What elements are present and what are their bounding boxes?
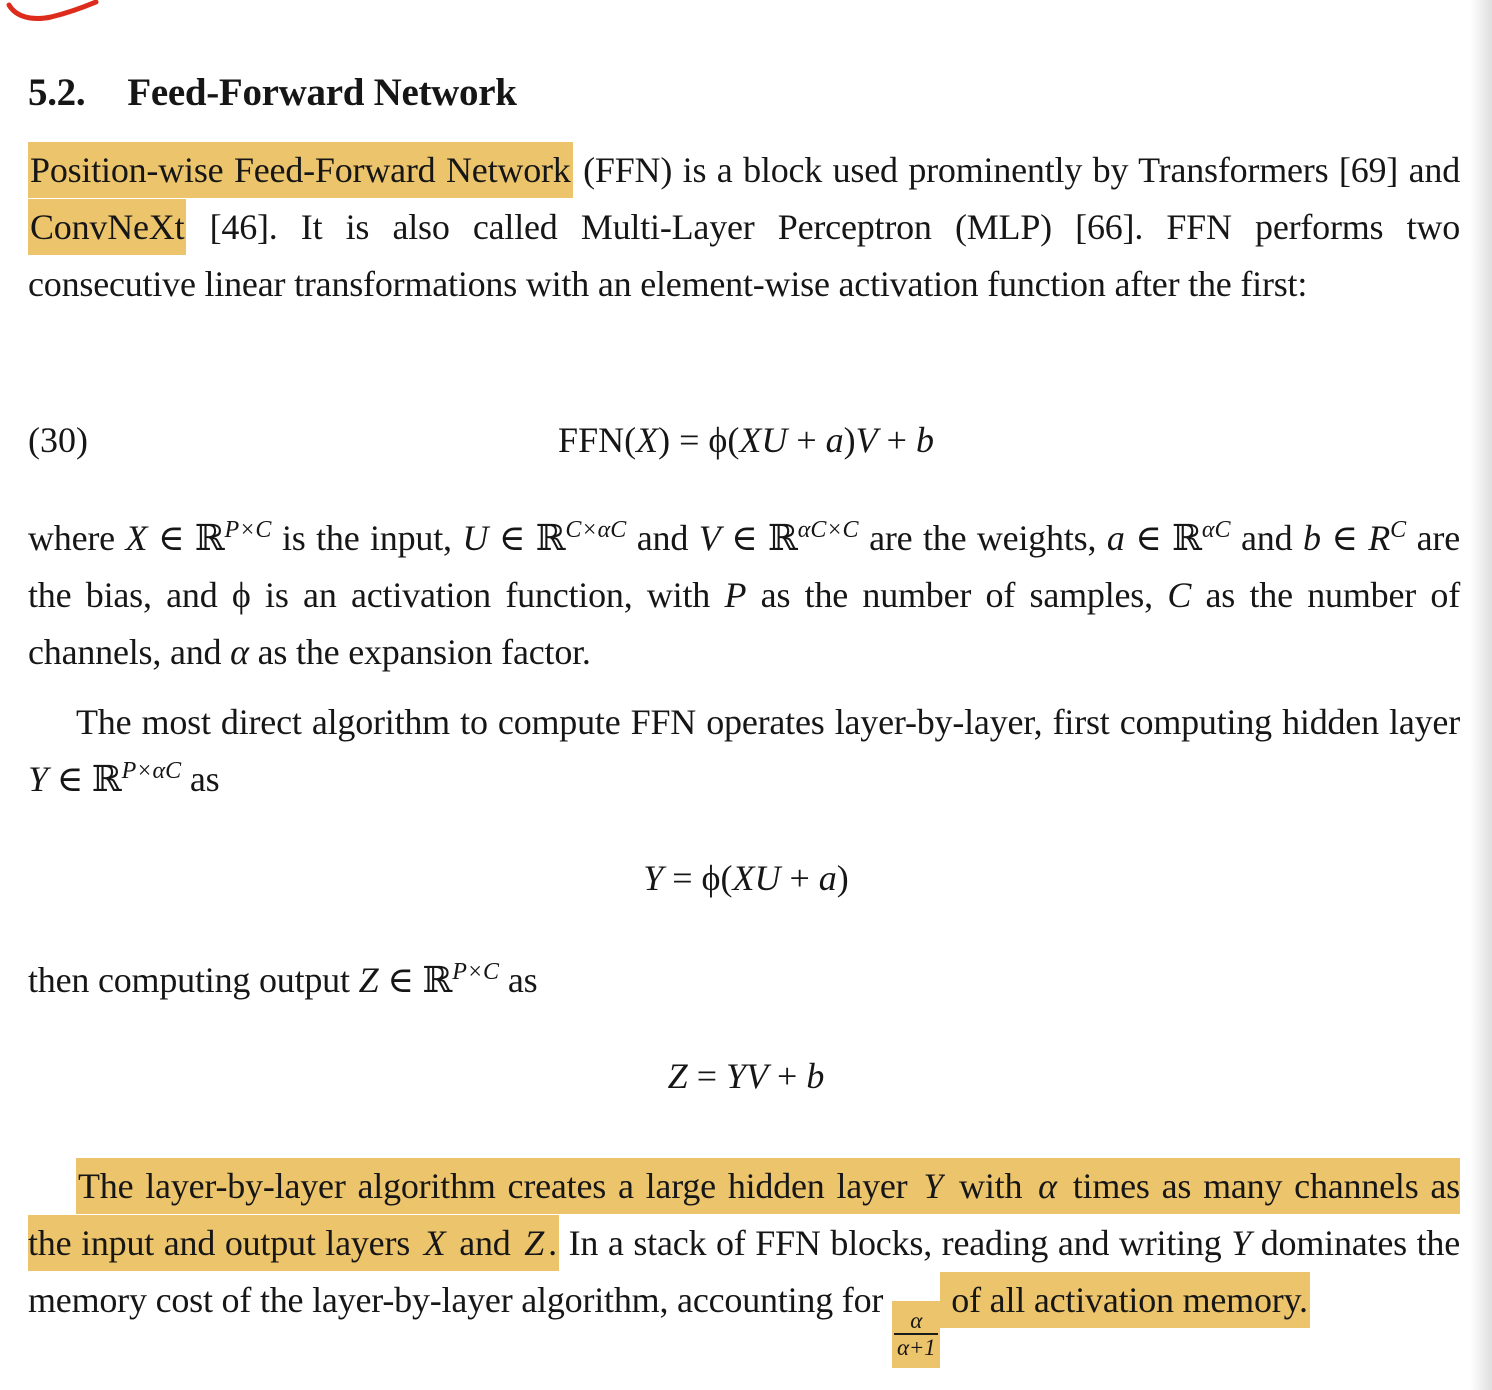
text-run: ∈ [47, 759, 92, 799]
text-run: α [230, 632, 249, 672]
text-run: + [768, 1056, 807, 1096]
text-run: b [1302, 518, 1321, 558]
text-run: Y [643, 858, 664, 898]
text-run: ∈ [1124, 518, 1173, 558]
text-run: and [1230, 518, 1303, 558]
equation-row-30 [0, 412, 1492, 469]
text-run: as [499, 960, 538, 1000]
text-run: ϕ [701, 858, 721, 898]
text-run: C [1390, 517, 1407, 543]
text-run: X [636, 420, 659, 460]
text-run: b [806, 1056, 825, 1096]
text-run: are the bias, and [28, 518, 1460, 615]
text-run: R [1368, 518, 1391, 558]
text-run: C [1167, 575, 1192, 615]
paragraph-where [28, 510, 1460, 681]
text-run: as the number of samples, [746, 575, 1168, 615]
text-run: times as many channels as the input and output layers [28, 1158, 1460, 1271]
section-title: Feed-Forward Network [127, 71, 517, 114]
text-run: ℝ [194, 518, 225, 558]
text-run: as the number of channels, and [28, 575, 1460, 672]
paragraph-then-output [28, 952, 1460, 1009]
text-run: The layer-by-layer algorithm creates a large hidden layer [76, 1158, 921, 1214]
text-run: and [626, 518, 699, 558]
text-run: as [181, 759, 220, 799]
text-run: = [663, 858, 702, 898]
equation-output [668, 1056, 825, 1096]
text-run: X [125, 518, 148, 558]
text-run: + [787, 420, 826, 460]
paragraph-memory-cost [28, 1158, 1460, 1368]
text-run: is an activation function, with [250, 575, 725, 615]
text-run: ( [720, 858, 733, 898]
text-run: P×C [452, 959, 500, 985]
text-run: V [855, 420, 878, 460]
text-run: FFN( [558, 420, 637, 460]
text-run: Z [358, 960, 379, 1000]
text-run: ∈ [488, 518, 536, 558]
text-run: α [1036, 1158, 1059, 1214]
text-run: ) [843, 420, 856, 460]
text-run: ( [727, 420, 740, 460]
text-run: Y [28, 759, 48, 799]
text-run: Z [522, 1215, 546, 1271]
text-run: a [1106, 518, 1125, 558]
text-run: P [724, 575, 747, 615]
text-run: ∈ [378, 960, 423, 1000]
text-run: . [546, 1215, 559, 1271]
text-run: YV [726, 1056, 769, 1096]
text-run: are the weights, [858, 518, 1107, 558]
text-run: XU [739, 420, 788, 460]
text-run: Z [667, 1056, 688, 1096]
equation-row-hidden-layer [0, 850, 1492, 907]
text-run: ℝ [768, 518, 798, 558]
text-run: with [945, 1158, 1036, 1214]
text-run: XU [732, 858, 781, 898]
paragraph-intro [28, 142, 1460, 313]
text-run: C×αC [565, 517, 627, 543]
text-run: ) [836, 858, 849, 898]
text-run: ℝ [535, 518, 566, 558]
text-run: Position-wise Feed-Forward Network [28, 142, 573, 198]
text-run: a [825, 420, 844, 460]
text-run: is the input, [271, 518, 463, 558]
equation-ffn [558, 420, 934, 460]
text-run: [46]. It is also called Multi-Layer Perceptron (MLP) [66]. FFN performs two consecutive linear transformations with an element-wise activation function after the first: [28, 207, 1460, 304]
text-run: of all activation memory. [940, 1272, 1309, 1328]
text-run: U [462, 518, 489, 558]
text-run: + [780, 858, 819, 898]
text-run: ∈ [720, 518, 769, 558]
text-run: then computing output [28, 960, 359, 1000]
paragraph-direct-algorithm [28, 694, 1460, 808]
fraction: $\frac{\alpha}{\alpha+1}$ [892, 1301, 941, 1368]
text-run: as the expansion factor. [248, 632, 591, 672]
text-run: V [698, 518, 721, 558]
text-run: Y [1231, 1223, 1252, 1263]
text-run: ) = [658, 420, 709, 460]
text-run: The most direct algorithm to compute FFN operates layer-by-layer, first computing hidden layer [76, 702, 1460, 742]
text-run: ℝ [422, 960, 453, 1000]
text-run: αC×C [797, 517, 859, 543]
text-run: ∈ [1320, 518, 1369, 558]
equation-number: (30) [28, 420, 88, 460]
text-run: X [422, 1215, 448, 1271]
text-run: a [818, 858, 837, 898]
text-run: αC [1201, 517, 1231, 543]
text-run: ℝ [1172, 518, 1202, 558]
equation-hidden-layer [643, 858, 849, 898]
text-run: ϕ [231, 575, 251, 615]
text-run: In a stack of FFN blocks, reading and writing [558, 1223, 1232, 1263]
text-run: dominates the memory cost of the layer-by-layer algorithm, accounting for [28, 1223, 1460, 1320]
text-run: + [877, 420, 916, 460]
text-run: and [448, 1215, 523, 1271]
text-run: b [915, 420, 934, 460]
section-heading [28, 70, 517, 115]
text-run: where [28, 518, 126, 558]
text-run: Y [921, 1158, 945, 1214]
text-run: ϕ [708, 420, 728, 460]
text-run: (FFN) is a block used prominently by Transformers [69] and [572, 150, 1460, 190]
text-run: = [687, 1056, 726, 1096]
text-run: ∈ [147, 518, 195, 558]
text-run: ℝ [91, 759, 122, 799]
text-run: ConvNeXt [28, 199, 186, 255]
text-run: P×αC [121, 758, 182, 784]
text-run: P×C [224, 517, 272, 543]
section-number: 5.2. [28, 71, 86, 114]
page-edge-shadow [1470, 0, 1492, 1390]
red-pen-mark [4, 0, 104, 26]
equation-row-output [0, 1048, 1492, 1105]
